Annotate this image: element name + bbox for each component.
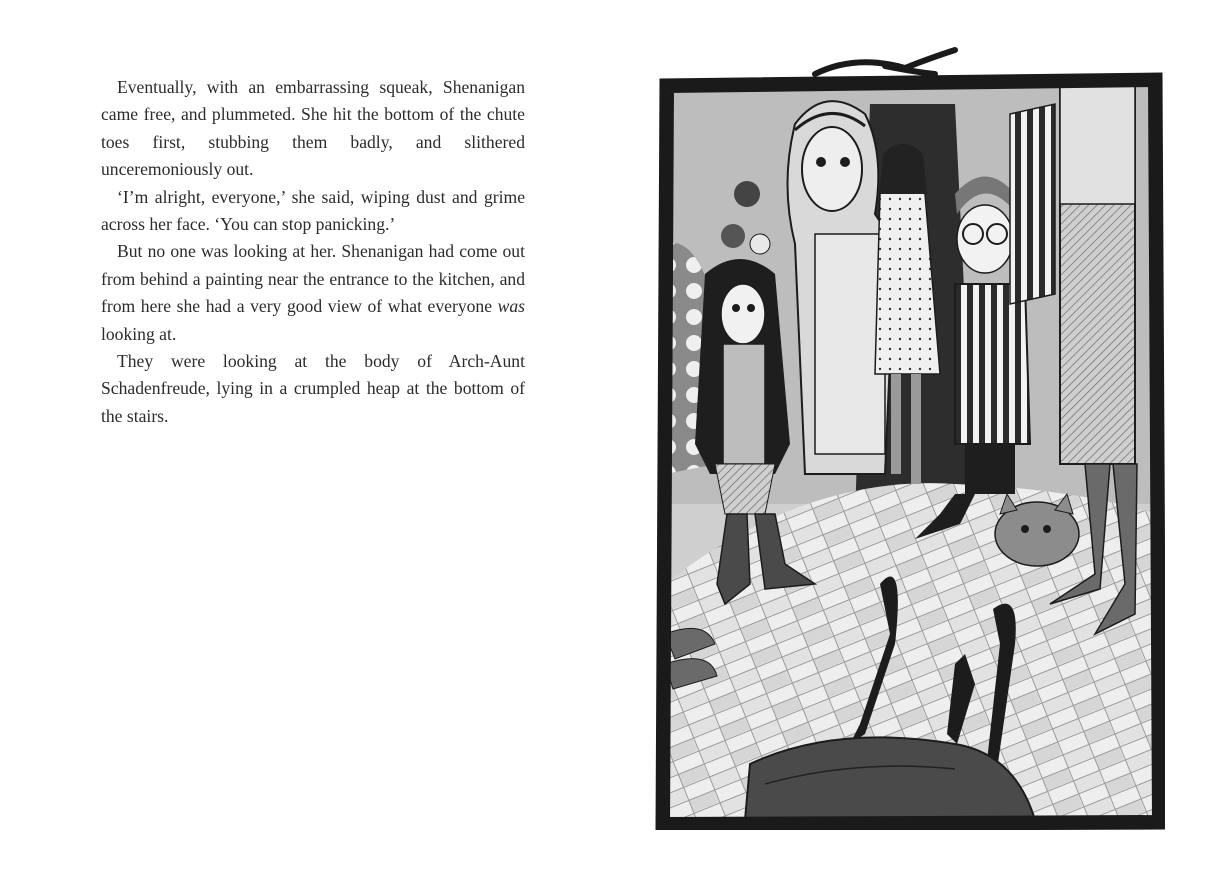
- paragraph-3: [101, 238, 525, 348]
- paragraph-3-emphasis: was: [497, 296, 525, 317]
- right-page: [607, 0, 1214, 869]
- body-text: [101, 74, 525, 430]
- paragraph-2: [101, 184, 525, 239]
- paragraph-4: [101, 348, 525, 430]
- paragraph-3-text-b: looking at.: [101, 323, 177, 344]
- ink-illustration-image: [655, 44, 1165, 830]
- paragraph-1: [101, 74, 525, 184]
- paragraph-4-text: They were looking at the body of Arch-Aunt Schadenfreude, lying in a crumpled heap at the bottom of the stairs.: [101, 351, 525, 426]
- paragraph-1-text: Eventually, with an embarrassing squeak, Shenanigan came free, and plummeted. She hit the bottom of the chute toes first, stubbing them badly, and slithered unceremoniously out.: [101, 77, 525, 180]
- paragraph-3-text-a: But no one was looking at her. Shenanigan had come out from behind a painting near the entrance to the kitchen, and from here she had a very good view of what everyone: [101, 241, 525, 317]
- paragraph-2-text: ‘I’m alright, everyone,’ she said, wiping dust and grime across her face. ‘You can stop panicking.’: [101, 186, 525, 235]
